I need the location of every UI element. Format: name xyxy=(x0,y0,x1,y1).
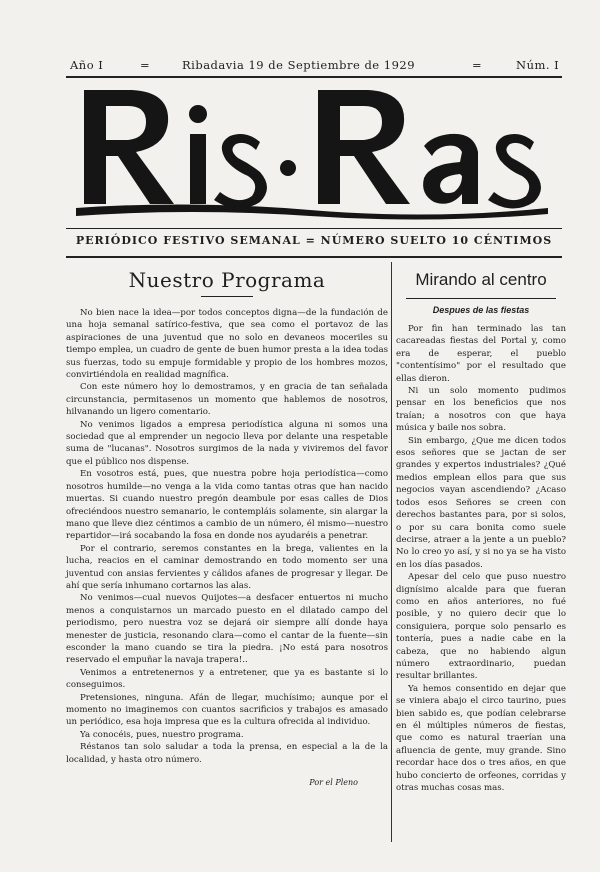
issue-year: Año I xyxy=(70,58,104,72)
title-rule xyxy=(201,296,253,297)
publication-subtitle: PERIÓDICO FESTIVO SEMANAL = NÚMERO SUELTO 10 CÉNTIMOS xyxy=(75,234,553,247)
paragraph: En vosotros está, pues, que nuestra pobre hoja periodística—como nosotros humilde—no venga a la vida como tantas otras que han nacido muertas. Si cuando nuestro pregón deambule por esas calles de Dios ofreciéndoos nuestro semanario, le contempláis solamente, sin alargar la mano que lleve diez céntimos a cambio de un número, él mismo—nuestro repartidor—irá socabando la fosa en donde nos ayudaréis a penetrar. xyxy=(66,469,388,542)
paragraph: Pretensiones, ninguna. Afán de llegar, muchísimo; aunque por el momento no imaginemos con cuantos sacrificios y trabajos es amasado un periódico, esa hoja impresa que es la cultura ofrecida al individuo. xyxy=(66,692,388,728)
masthead xyxy=(70,82,552,222)
title-rule xyxy=(406,298,556,299)
rule xyxy=(66,228,562,229)
article-title: Mirando al centro xyxy=(415,270,547,289)
paragraph: Ni un solo momento pudimos pensar en los beneficios que nos traían; a nosotros con que haya música y baile nos sobra. xyxy=(396,386,566,434)
column-divider xyxy=(391,262,392,842)
paragraph: Ya conocéis, pues, nuestro programa. xyxy=(80,729,244,740)
paragraph: Por fin han terminado las tan cacareadas fiestas del Portal y, como era de esperar, el pueblo "contentísimo" por el resultado que ellas dieron. xyxy=(396,324,566,384)
separator: = xyxy=(472,58,483,72)
article-subtitle: Despues de las fiestas xyxy=(432,305,530,315)
header-rule xyxy=(66,76,562,78)
masthead-logo xyxy=(70,82,552,222)
paragraph: Réstanos tan solo saludar a toda la prensa, en especial a la de la localidad, y hasta otro número. xyxy=(66,742,388,765)
paragraph: Apesar del celo que puso nuestro dignísimo alcalde para que fueran como en años anteriores, no fué posible, y no quiero decir que lo consiguiera, porque solo pensarlo es tontería, pues a nadie cabe en la cabeza, que no habiendo algun número extraordinario, puedan resultar brillantes. xyxy=(396,572,566,682)
rule xyxy=(66,256,562,258)
paragraph: Venimos a entretenernos y a entretener, que ya es bastante si lo conseguimos. xyxy=(66,667,388,691)
paragraph: Ya hemos consentido en dejar que se viniera abajo el circo taurino, pues bien sabido es, que podían celebrarse en él múltiples números de fiestas, que como es natural traerían una afluencia de gente, muy grande. Sino recordar hace dos o tres años, en que hubo concierto de orfeones, corridas y otras muchas cosas mas. xyxy=(396,683,566,794)
article-mirando-al-centro xyxy=(396,262,566,794)
issue-header xyxy=(66,52,562,74)
paragraph: No venimos ligados a empresa periodística alguna ni somos una sociedad que al emprender un negocio lleva por delante una respetable suma de "lucanas". Nosotros surgimos de la nada y viviremos del favor que el público nos dispense. xyxy=(66,419,388,467)
paragraph: No venimos—cual nuevos Quijotes—a desfacer entuertos ni mucho menos a conquistarnos un marcado puesto en el dilatado campo del periodismo, pero nuestra voz se dejará oir siempre allí donde haya menester de justicia, resonando clara—como el cantar de la fuente—sin esconder la mano cuando se tira la piedra. ¡No está para nosotros reservado el empuñar la navaja trapera!.. xyxy=(66,593,388,666)
article-nuestro-programa xyxy=(66,262,388,787)
separator: = xyxy=(140,58,151,72)
paragraph: Sin embargo, ¿Que me dicen todos esos señores que se jactan de ser grandes y expertos industriales? ¿Qué medios emplean ellos para que sus negocios vayan ascendiendo? ¿Acaso todos esos Señores se creen con derechos bastantes para, por si solos, o por su cara bonita como suele decirse, atraer a la jente a un pueblo? No lo creo yo así, y si no ya se ha visto en los días pasados. xyxy=(396,435,566,570)
paragraph: No bien nace la idea—por todos conceptos digna—de la fundación de una hoja semanal satírico-festiva, que sea como el portavoz de las aspiraciones de una juventud que no solo en devaneos moceriles su tiempo emplea, un cuadro de gente de buen humor presta a la idea todas sus fuerzas, todo su empuje formidable y propio de los hombres mozos, convirtiéndola en realidad magnífica. xyxy=(66,308,388,381)
issue-number: Núm. I xyxy=(516,58,560,72)
signature: Por el Pleno xyxy=(309,778,358,788)
place-date: Ribadavia 19 de Septiembre de 1929 xyxy=(182,58,416,72)
paragraph: Con este número hoy lo demostramos, y en gracia de tan señalada circunstancia, permitasenos un momento que hablemos de nosotros, hilvanando un ligero comentario. xyxy=(66,382,388,418)
article-title: Nuestro Programa xyxy=(128,268,326,292)
paragraph: Por el contrario, seremos constantes en la brega, valientes en la lucha, reacios en el caminar demostrando en todo momento ser una juventud con ansias fervientes y cálidos afanes de progresar y llegar. De ahí que sería inhumano cortarnos las alas. xyxy=(66,543,388,591)
